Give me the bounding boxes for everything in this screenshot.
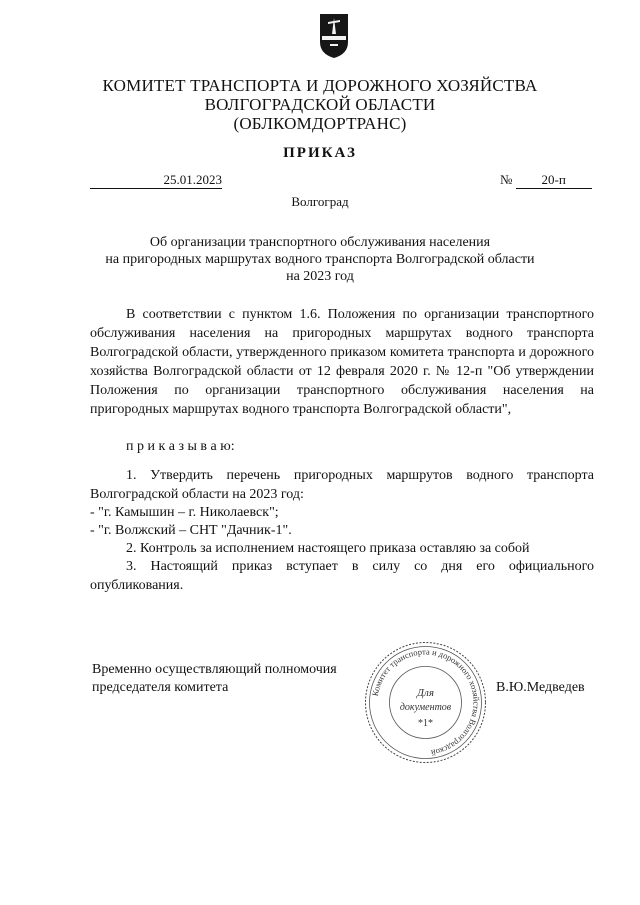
document-date-field (90, 172, 222, 189)
document-date: 25.01.2023 (90, 172, 222, 189)
preamble-text: В соответствии с пунктом 1.6. Положения по организации транспортного обслуживания населения на пригородных маршрутах водного транспорта Волгоградской области, утвержденного приказом комитета транспорта и дорожного хозяйства Волгоградской области от 12 февраля 2020 г. № 12-п "Об утверждении Положения по организации транспортного обслуживания населения на пригородных маршрутах водного транспорта Волгоградской области", (90, 307, 594, 417)
official-stamp (363, 640, 488, 765)
stamp-center-line1: Для (417, 687, 434, 699)
document-number-field (500, 172, 592, 189)
route-2: - "г. Волжский – СНТ "Дачник-1". (90, 523, 292, 538)
subject-line3: на 2023 год (286, 269, 354, 284)
item-1: 1. Утвердить перечень пригородных маршрутов водного транспорта Волгоградской области на 2023 год: (90, 468, 594, 502)
document-number: 20-п (516, 172, 592, 189)
route-1: - "г. Камышин – г. Николаевск"; (90, 505, 279, 520)
stamp-ring-text: Комитет транспорта и дорожного хозяйства Волгоградской (369, 646, 482, 759)
signatory-position-line2: председателя комитета (92, 680, 229, 695)
signatory-name: В.Ю.Медведев (496, 680, 585, 695)
coat-of-arms-icon (318, 12, 350, 60)
org-name-line1: КОМИТЕТ ТРАНСПОРТА И ДОРОЖНОГО ХОЗЯЙСТВА (102, 76, 538, 95)
order-word: п р и к а з ы в а ю: (126, 439, 235, 454)
subject-line1: Об организации транспортного обслуживания населения (149, 235, 491, 250)
subject-line2: на пригородных маршрутах водного транспорта Волгоградской области (105, 252, 535, 267)
stamp-center-line2: документов (399, 702, 452, 713)
org-name-line2: ВОЛГОГРАДСКОЙ ОБЛАСТИ (204, 95, 436, 114)
org-name-line3: (ОБЛКОМДОРТРАНС) (233, 114, 407, 133)
document-city: Волгоград (291, 194, 349, 209)
document-type: ПРИКАЗ (283, 145, 357, 161)
signatory-position-line1: Временно осуществляющий полномочия (92, 662, 337, 677)
number-sign: № (500, 172, 513, 187)
stamp-center-line3: *1* (418, 718, 433, 729)
item-2: 2. Контроль за исполнением настоящего приказа оставляю за собой (126, 541, 530, 556)
item-3: 3. Настоящий приказ вступает в силу со дня его официального опубликования. (90, 559, 594, 593)
